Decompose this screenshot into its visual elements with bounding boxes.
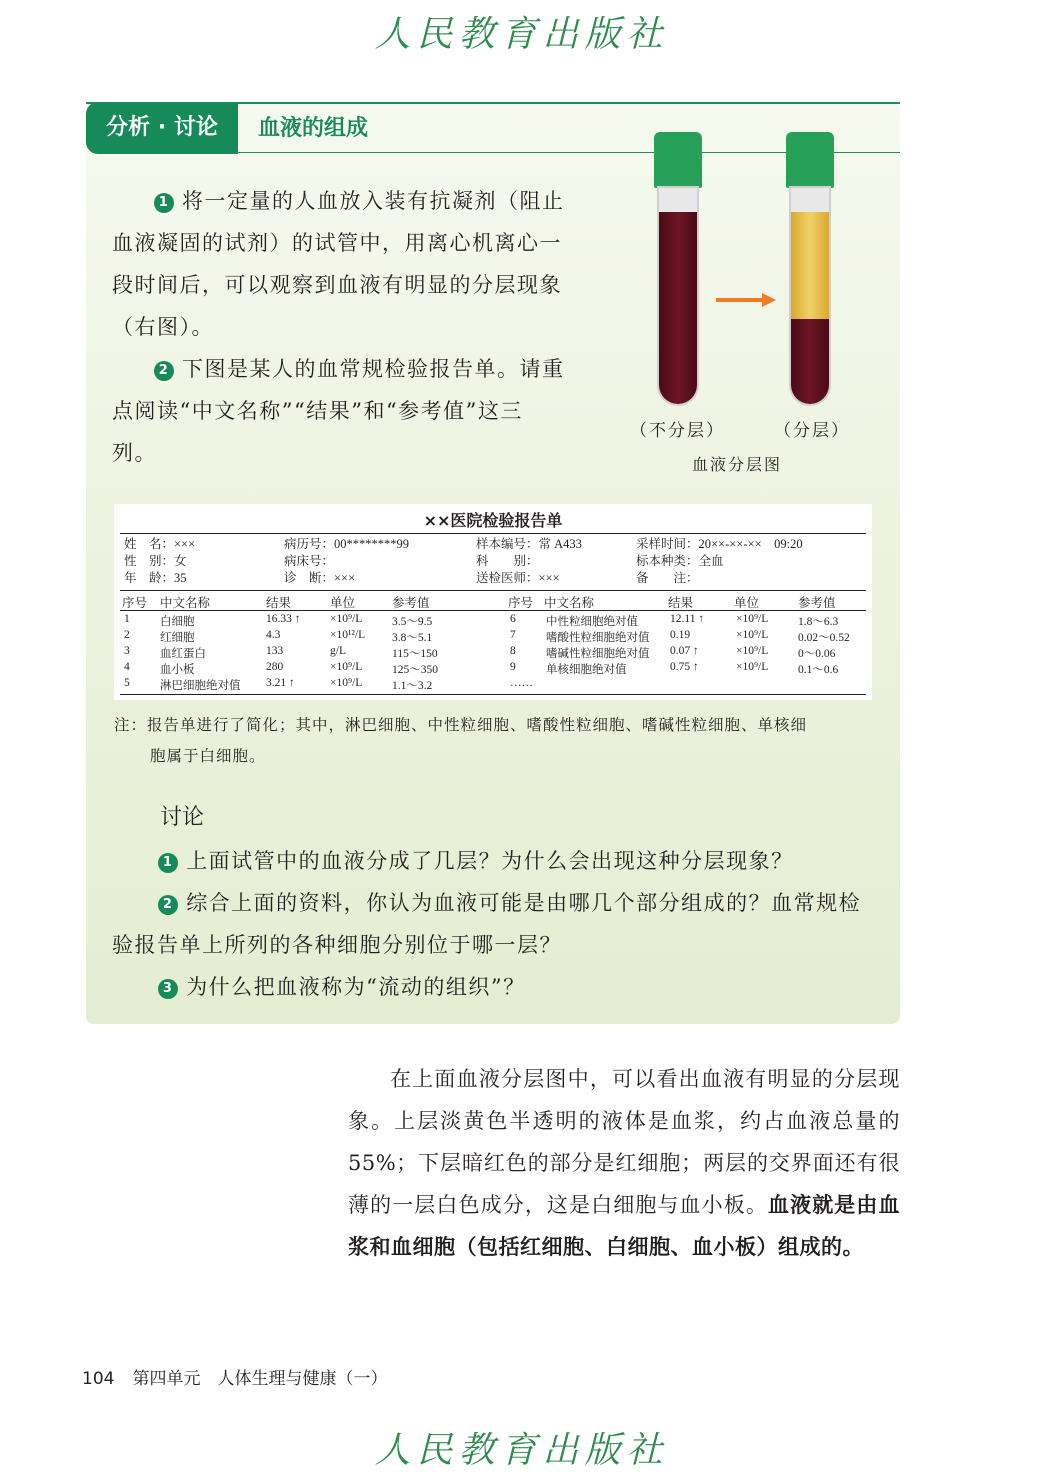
label-unseparated: （不分层） [630,421,725,441]
report-table-cell: g/L [330,645,346,657]
tube-unseparated [657,186,699,406]
page-footer [82,1364,387,1389]
report-table-cell: 血小板 [160,664,195,676]
report-meta-field: 病床号： [284,554,335,568]
report-column-header: 中文名称 [160,595,211,610]
report-table-cell: 2 [124,629,130,641]
report-table-cell: 中性粒细胞绝对值 [546,616,638,628]
question-2 [112,882,874,966]
report-column-header: 单位 [330,595,356,610]
report-column-header: 单位 [734,595,760,610]
body-paragraph-text [348,1058,900,1268]
report-table-cell: 嗜碱性粒细胞绝对值 [546,648,650,660]
report-table-cell: 3.21 ↑ [266,677,295,689]
red-cell-layer [791,319,829,404]
blood-layer-figure [620,128,860,478]
report-meta-field: 标本种类：全血 [636,554,724,568]
report-table-cell: 0～0.06 [798,648,836,660]
question-badge-1: 1 [158,853,178,873]
question-1-text: 上面试管中的血液分成了几层？为什么会出现这种分层现象？ [186,849,794,873]
intro-paragraph-1 [112,180,567,348]
intro-p1-text: 将一定量的人血放入装有抗凝剂（阻止血液凝固的试剂）的试管中，用离心机离心一段时间后，可以观察到血液有明显的分层现象（右图）。 [112,189,565,339]
report-rule-head [120,610,866,611]
report-column-header: 中文名称 [544,595,595,610]
lab-report [114,504,872,700]
discussion-questions [112,840,874,1008]
label-separated: （分层） [774,421,850,441]
report-meta-field: 送检医师：××× [476,571,560,585]
report-table-cell: 16.33 ↑ [266,613,301,625]
report-table-cell: ×10¹²/L [330,629,366,641]
report-table-cell: 133 [266,645,284,657]
report-table-cell: 1.8～6.3 [798,616,839,628]
report-rule-top [120,533,866,534]
whole-blood-layer [659,212,697,406]
number-badge-2: 2 [154,361,174,381]
question-badge-3: 3 [158,979,178,999]
report-table-cell: 血红蛋白 [160,648,206,660]
report-meta-field: 年 龄：35 [124,571,187,585]
publisher-watermark-top: 人民教育出版社 [374,14,669,55]
number-badge-1: 1 [154,193,174,213]
report-table-cell: ×10⁹/L [736,645,769,657]
report-meta-field: 性 别：女 [124,554,187,568]
report-meta-field: 诊 断：××× [284,571,356,585]
report-table-cell: ×10⁹/L [736,661,769,673]
report-table-cell: 淋巴细胞绝对值 [160,680,241,692]
report-table-cell: 白细胞 [160,616,195,628]
report-table-cell: 4 [124,661,130,673]
report-table-cell: ×10⁹/L [330,677,363,689]
report-table-cell: ×10⁹/L [330,661,363,673]
intro-text [112,180,567,474]
body-bold-text: 血液就是由血浆和血细胞（包括红细胞、白细胞、血小板）组成的。 [348,1193,901,1259]
section-title: 血液的组成 [258,116,369,141]
report-table-cell: 125～350 [392,664,438,676]
report-table-cell: 1 [124,613,130,625]
section-label: 分析 · 讨论 [86,102,238,154]
report-table-cell: 12.11 ↑ [670,613,705,625]
question-3-text: 为什么把血液称为“流动的组织”？ [186,975,526,999]
report-column-header: 结果 [266,595,292,610]
report-table-cell: 280 [266,661,284,673]
report-meta-field: 病历号：00********99 [284,537,410,551]
tube-cap-right [786,132,834,188]
report-table-cell: 0.75 ↑ [670,661,699,673]
report-table-cell: ×10⁹/L [736,629,769,641]
question-3 [112,966,874,1008]
report-title: ××医院检验报告单 [423,511,563,530]
plasma-layer [791,212,829,320]
body-paragraph [348,1058,900,1268]
report-table-cell: 1.1～3.2 [392,680,433,692]
report-table-cell: 0.19 [670,629,691,641]
intro-paragraph-2 [112,348,567,474]
publisher-watermark-bottom: 人民教育出版社 [374,1430,669,1471]
report-column-header: 结果 [668,595,694,610]
note-line-1: 注：报告单进行了简化；其中，淋巴细胞、中性粒细胞、嗜酸性粒细胞、嗜碱性粒细胞、单核细 [114,716,808,734]
report-meta-field: 采样时间：20××-××-×× 09:20 [636,537,803,551]
body-normal-text: 在上面血液分层图中，可以看出血液有明显的分层现象。上层淡黄色半透明的液体是血浆，约占血液总量的55%；下层暗红色的部分是红细胞；两层的交界面还有很薄的一层白色成分，这是白细胞与血小板。 [348,1067,900,1217]
report-rule-mid [120,590,866,591]
report-table-cell: 0.07 ↑ [670,645,699,657]
unit-title: 第四单元 人体生理与健康（一） [132,1369,388,1389]
discussion-title: 讨论 [160,805,205,830]
report-table-cell: 7 [510,629,516,641]
tube-cap-left [654,132,702,188]
report-table-cell: ×10⁹/L [330,613,363,625]
report-table-cell: 3 [124,645,130,657]
report-table-cell: 4.3 [266,629,281,641]
report-table-cell: 嗜酸性粒细胞绝对值 [546,632,650,644]
question-badge-2: 2 [158,895,178,915]
report-table-cell: ×10⁹/L [736,613,769,625]
report-table-cell: 9 [510,661,516,673]
tube-separated [789,186,831,406]
report-table-cell: 0.02～0.52 [798,632,850,644]
report-table-cell: 3.5～9.5 [392,616,433,628]
question-2-text: 综合上面的资料，你认为血液可能是由哪几个部分组成的？血常规检验报告单上所列的各种细胞分别位于哪一层？ [112,891,862,957]
report-meta-field: 样本编号：常 A433 [476,537,582,551]
report-table-cell: 8 [510,645,516,657]
figure-caption: 血液分层图 [692,455,783,474]
report-table-cell: 6 [510,613,516,625]
report-column-header: 参考值 [798,595,836,610]
report-meta-field: 备 注： [636,571,699,585]
page-number: 104 [82,1369,115,1389]
report-table-cell: 单核细胞绝对值 [546,664,627,676]
report-meta-field: 姓 名：××× [124,537,196,551]
report-column-header: 序号 [122,595,148,610]
report-table-cell: …… [510,677,533,689]
report-table-cell: 红细胞 [160,632,195,644]
report-note [114,710,876,772]
note-line-2: 胞属于白细胞。 [150,747,266,765]
report-table-cell: 115～150 [392,648,438,660]
report-table-cell: 0.1～0.6 [798,664,839,676]
intro-p2-text: 下图是某人的血常规检验报告单。请重点阅读“中文名称”“结果”和“参考值”这三列。 [112,357,565,465]
report-column-header: 序号 [508,595,534,610]
report-meta-field: 科 别： [476,554,539,568]
arrow-icon [716,292,778,308]
report-table-cell: 5 [124,677,130,689]
report-table-cell: 3.8～5.1 [392,632,433,644]
report-rule-bottom [120,694,866,695]
report-column-header: 参考值 [392,595,430,610]
question-1 [112,840,874,882]
